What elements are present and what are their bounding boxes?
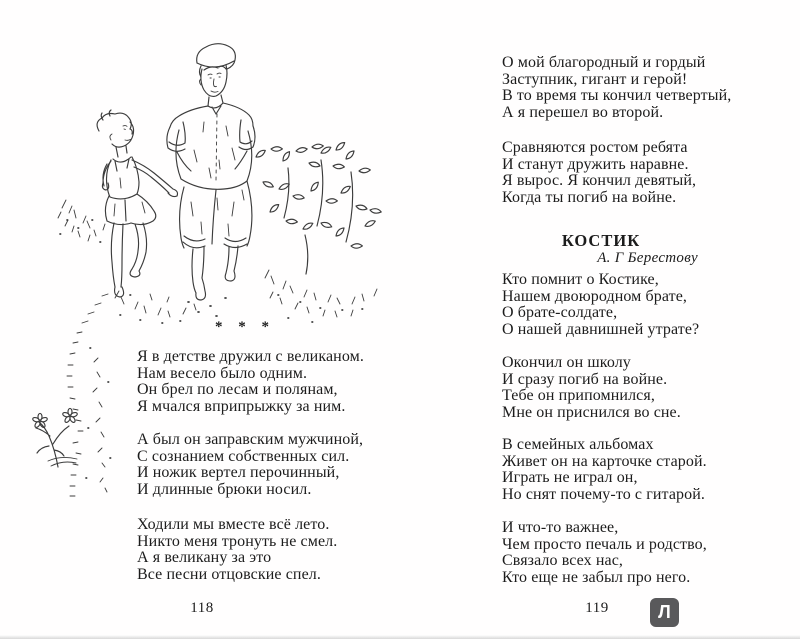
- poem-line: И длинные брюки носил.: [137, 480, 312, 498]
- poem-line: Он брел по лесам и полянам,: [137, 381, 338, 399]
- poem-line: А я перешел во второй.: [502, 103, 664, 121]
- stanza: [502, 55, 731, 121]
- poem-line: Я вырос. Я кончил девятый,: [502, 172, 697, 190]
- poem-line: Кто еще не забыл про него.: [502, 568, 691, 586]
- poem-line: Ходили мы вместе всё лето.: [137, 516, 330, 533]
- page-number-left: 118: [190, 600, 214, 616]
- poem-line: Мне он приснился во сне.: [502, 403, 681, 421]
- poem-line: Окончил он школу: [502, 354, 631, 371]
- stanza: [502, 140, 696, 206]
- poem-line: И сразу погиб на войне.: [502, 370, 668, 388]
- poem-line: И станут дружить наравне.: [502, 155, 689, 173]
- poem-line: А был он заправским мужчиной,: [137, 431, 364, 448]
- poem-line: Чем просто печаль и родство,: [502, 535, 707, 553]
- poem-line: С сознанием собственных сил.: [137, 447, 350, 465]
- watermark-letter: Л: [658, 602, 671, 622]
- poem-line: Нам весело было одним.: [137, 364, 308, 382]
- poem-line: И ножик вертел перочинный,: [137, 464, 340, 482]
- poem-line: Но снят почему-то с гитарой.: [502, 485, 705, 503]
- poem-line: В то время ты кончил четвертый,: [502, 87, 732, 105]
- bushes-sketch: [255, 142, 382, 274]
- photo-bottom-edge: [0, 635, 800, 639]
- section-marker: * * *: [215, 319, 275, 335]
- poem-line: В семейных альбомах: [502, 436, 654, 453]
- stanza: [137, 517, 337, 583]
- poem-line: Играть не играл он,: [502, 469, 638, 487]
- page-number-right: 119: [585, 600, 609, 616]
- stanza: [137, 349, 364, 415]
- poem-line: Никто меня тронуть не смел.: [137, 532, 338, 550]
- poem-line: Все песни отцовские спел.: [137, 565, 321, 583]
- poem-line: О нашей давнишней утрате?: [502, 320, 700, 338]
- poem-line: И что-то важнее,: [502, 519, 619, 536]
- small-boy-figure: [97, 110, 177, 297]
- poem-line: Нашем двоюродном брате,: [502, 287, 688, 305]
- labirint-watermark: [650, 598, 679, 627]
- poem-line: О брате-солдате,: [502, 304, 618, 322]
- poem-line: А я великану за это: [137, 549, 272, 567]
- poem-line: Живет он на карточке старой.: [502, 452, 707, 470]
- poem-dedication: А. Г Берестову: [597, 250, 698, 266]
- stanza: [137, 432, 363, 498]
- poem-line: Я мчался вприпрыжку за ним.: [137, 397, 346, 415]
- poem-line: Я в детстве дружил с великаном.: [137, 348, 364, 365]
- stanza: [502, 272, 699, 338]
- poem-line: О мой благородный и гордый: [502, 54, 706, 71]
- poem-line: Тебе он припомнился,: [502, 387, 655, 405]
- stanza: [502, 520, 707, 586]
- flower-sketch: [32, 408, 78, 467]
- tall-boy-figure: [167, 44, 255, 316]
- poem-line: Заступник, гигант и герой!: [502, 70, 688, 88]
- poem-title: КОСТИК: [561, 231, 641, 250]
- stanza: [502, 355, 681, 421]
- poem-line: Сравняются ростом ребята: [502, 139, 688, 156]
- poem-line: Когда ты погиб на войне.: [502, 188, 677, 206]
- poem-line: Связало всех нас,: [502, 552, 624, 570]
- stanza: [502, 437, 707, 503]
- poem-line: Кто помнит о Костике,: [502, 271, 659, 288]
- trail-dashes: [67, 294, 111, 496]
